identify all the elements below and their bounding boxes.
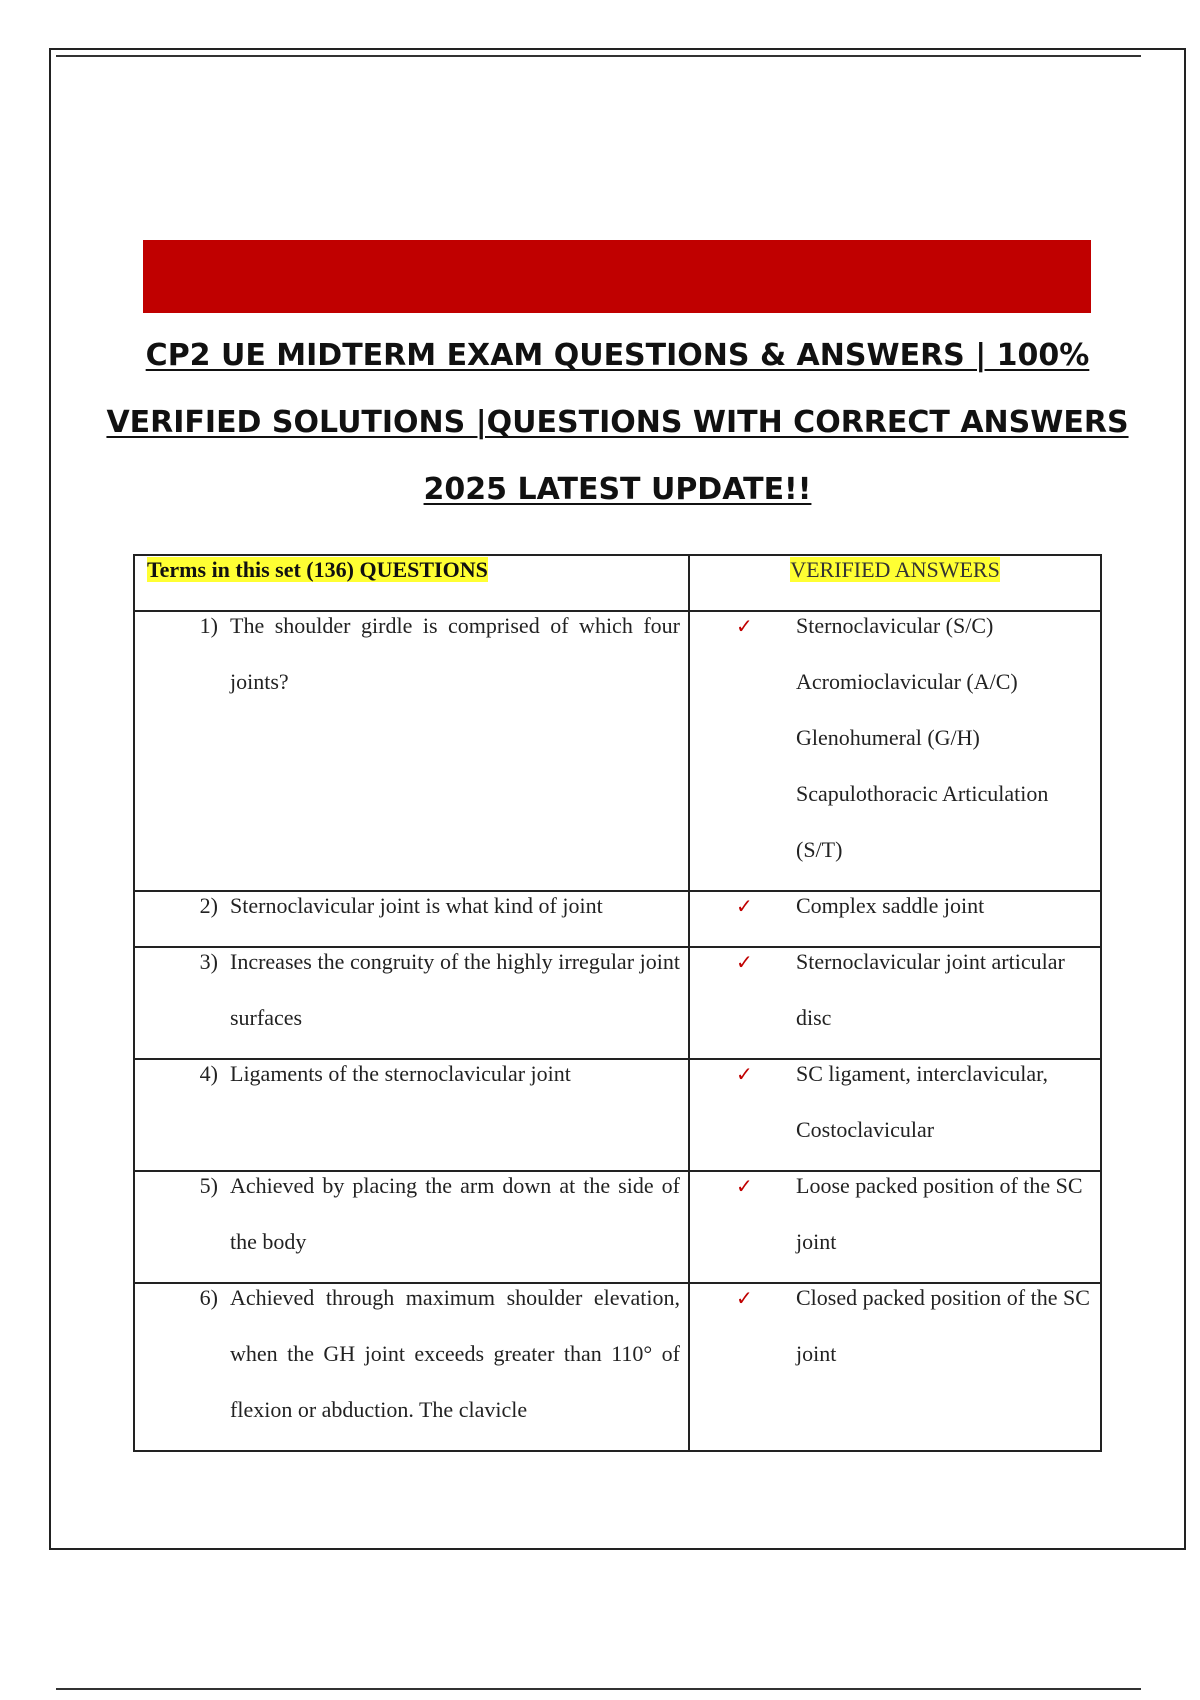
check-icon: ✓ [736, 1286, 753, 1310]
answer-line: Complex saddle joint [796, 893, 985, 918]
question-text: Increases the congruity of the highly irregular joint surfaces [230, 949, 680, 1030]
check-icon: ✓ [736, 1174, 753, 1198]
title-line-3: 2025 LATEST UPDATE!! [423, 472, 812, 507]
table-row [134, 1171, 1101, 1283]
question-cell [134, 1059, 689, 1171]
answer-line: Loose packed position of the SC joint [796, 1173, 1083, 1254]
question-text: Achieved by placing the arm down at the side of the body [230, 1173, 680, 1254]
table-row [134, 611, 1101, 891]
question-text: Ligaments of the sternoclavicular joint [230, 1061, 571, 1086]
red-banner [143, 240, 1091, 313]
title-line-1: CP2 UE MIDTERM EXAM QUESTIONS & ANSWERS | 100% [145, 338, 1090, 373]
question-number: 1) [199, 613, 218, 638]
question-text: The shoulder girdle is comprised of which four joints? [230, 613, 680, 694]
answer-line: Closed packed position of the SC joint [796, 1285, 1090, 1366]
bottom-rule [56, 1688, 1141, 1690]
check-icon: ✓ [736, 614, 753, 638]
answer-cell [689, 1059, 1101, 1171]
check-icon: ✓ [736, 894, 753, 918]
question-cell [134, 611, 689, 891]
answer-cell [689, 1283, 1101, 1451]
table-row [134, 1059, 1101, 1171]
questions-header-text: Terms in this set (136) QUESTIONS [147, 557, 488, 582]
document-title [60, 330, 1175, 531]
answer-line: Sternoclavicular joint articular disc [796, 949, 1065, 1030]
answers-header-text: VERIFIED ANSWERS [790, 557, 1000, 582]
answer-cell [689, 1171, 1101, 1283]
check-icon: ✓ [736, 1062, 753, 1086]
question-text: Achieved through maximum shoulder elevation, when the GH joint exceeds greater than 110° of flexion or abduction. The clavicle [230, 1285, 680, 1422]
top-rule [56, 55, 1141, 57]
question-number: 2) [199, 893, 218, 918]
question-number: 4) [199, 1061, 218, 1086]
table-row [134, 1283, 1101, 1451]
answer-cell [689, 611, 1101, 891]
question-cell [134, 947, 689, 1059]
question-number: 5) [199, 1173, 218, 1198]
question-number: 6) [199, 1285, 218, 1310]
answer-line: SC ligament, interclavicular, Costoclavicular [796, 1061, 1049, 1142]
question-cell [134, 1171, 689, 1283]
table-row [134, 947, 1101, 1059]
answer-line: Sternoclavicular (S/C) [796, 613, 994, 638]
question-text: Sternoclavicular joint is what kind of joint [230, 893, 603, 918]
answer-line: Acromioclavicular (A/C) [796, 669, 1018, 694]
question-cell [134, 1283, 689, 1451]
question-number: 3) [199, 949, 218, 974]
check-icon: ✓ [736, 950, 753, 974]
answer-line: Scapulothoracic Articulation (S/T) [796, 781, 1049, 862]
answer-cell [689, 947, 1101, 1059]
title-line-2: VERIFIED SOLUTIONS |QUESTIONS WITH CORRECT ANSWERS [106, 405, 1129, 440]
qa-table [133, 554, 1102, 1452]
answer-line: Glenohumeral (G/H) [796, 725, 980, 750]
